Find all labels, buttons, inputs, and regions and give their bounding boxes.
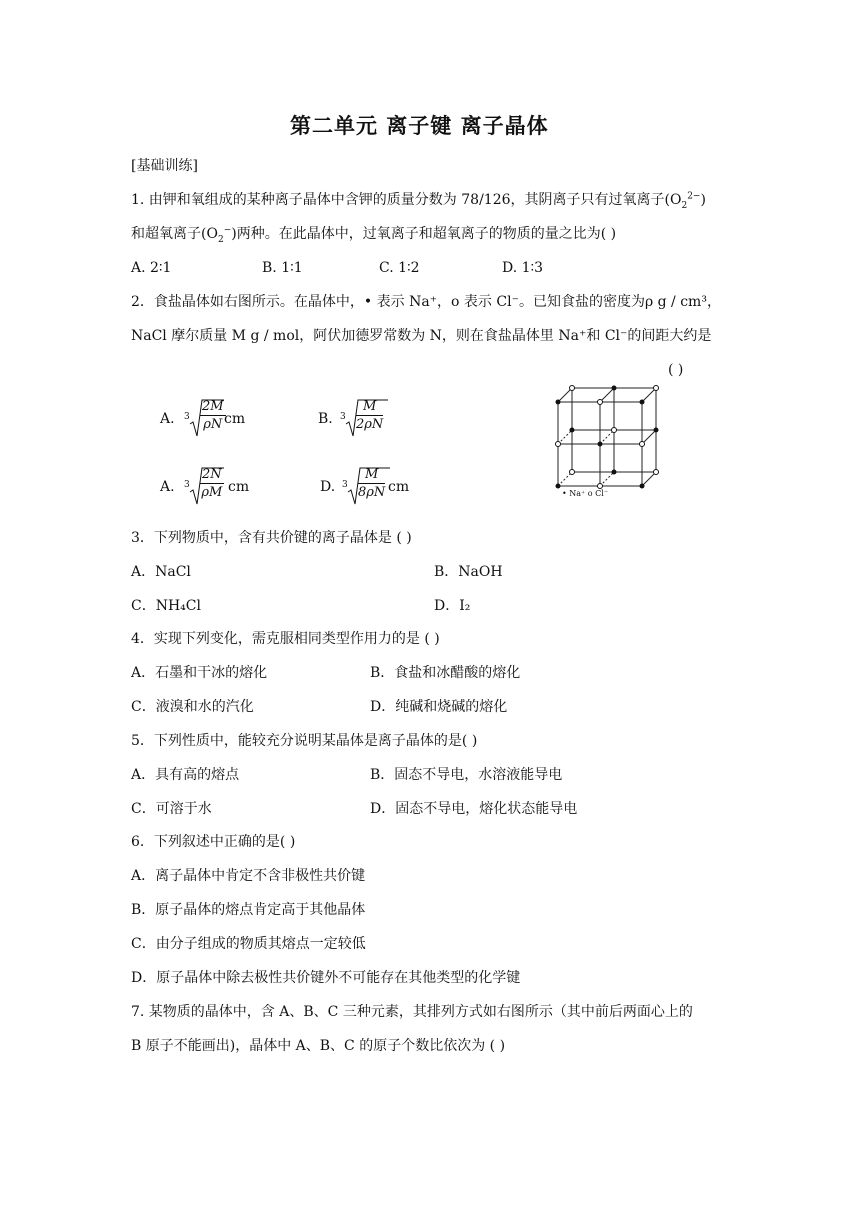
q7-line1: 7. 某物质的晶体中，含 A、B、C 三种元素，其排列方式如右图所示（其中前后两面心上的 [131, 1004, 693, 1020]
q2-option-d-unit: cm [388, 479, 410, 495]
q2-option-a1-unit: cm [224, 411, 246, 427]
q1-option-d[interactable]: D. 1∶3 [502, 260, 544, 276]
q3-option-d[interactable]: D．I₂ [434, 598, 471, 614]
numerator: M [356, 398, 383, 416]
q6-stem: 6．下列叙述中正确的是( ) [131, 834, 296, 850]
q4-option-c[interactable]: C．液溴和水的汽化 [131, 699, 254, 715]
q5-option-c[interactable]: C．可溶于水 [131, 801, 212, 817]
q6-option-a[interactable]: A．离子晶体中肯定不含非极性共价键 [131, 868, 366, 884]
q1-option-a[interactable]: A. 2∶1 [131, 260, 172, 276]
section-label: [基础训练] [131, 158, 198, 174]
q2-option-b-label[interactable]: B. [318, 411, 333, 427]
q4-option-d[interactable]: D．纯碱和烧碱的熔化 [370, 699, 508, 715]
radical-index: 3 [184, 480, 190, 490]
q6-option-b[interactable]: B．原子晶体的熔点肯定高于其他晶体 [131, 902, 366, 918]
q2-option-a2-radical[interactable] [184, 466, 224, 506]
q4-stem: 4．实现下列变化，需克服相同类型作用力的是 ( ) [131, 631, 440, 647]
q3-stem: 3．下列物质中，含有共价键的离子晶体是 ( ) [131, 530, 412, 546]
q2-option-d-radical[interactable] [342, 466, 388, 506]
denominator: ρN [203, 417, 223, 432]
q2-answer-paren: ( ) [668, 362, 684, 378]
q2-line1: 2．食盐晶体如右图所示。在晶体中，• 表示 Na⁺，o 表示 Cl⁻。已知食盐的密度为ρ g / cm³， [131, 294, 721, 310]
radical-index: 3 [342, 480, 348, 490]
q2-line2: NaCl 摩尔质量 M g / mol，阿伏加德罗常数为 N，则在食盐晶体里 Na⁺和 Cl⁻的间距大约是 [131, 328, 712, 344]
radical-index: 3 [340, 412, 346, 422]
q5-stem: 5．下列性质中，能较充分说明某晶体是离子晶体的是( ) [131, 733, 478, 749]
q5-option-d[interactable]: D．固态不导电，熔化状态能导电 [370, 801, 578, 817]
q3-option-a[interactable]: A．NaCl [131, 564, 191, 580]
q5-option-a[interactable]: A．具有高的熔点 [131, 767, 240, 783]
denominator: 2ρN [356, 417, 384, 432]
q6-option-d[interactable]: D．原子晶体中除去极性共价键外不可能存在其他类型的化学键 [131, 970, 521, 986]
radical-index: 3 [184, 412, 190, 422]
q1-line2: 和超氧离子$(O_2^-)$两种。在此晶体中，过氧离子和超氧离子的物质的量之比为( ) [131, 225, 617, 245]
numerator: 2M [202, 399, 224, 414]
q2-option-b-radical[interactable] [340, 398, 386, 438]
figure-legend: • Na⁺ o Cl⁻ [562, 489, 609, 498]
q2-option-a1-radical[interactable] [184, 398, 224, 438]
q1-option-b[interactable]: B. 1∶1 [262, 260, 303, 276]
fraction [200, 398, 226, 433]
q3-option-b[interactable]: B．NaOH [434, 564, 503, 580]
fraction [358, 466, 385, 501]
page-title: 第二单元 离子键 离子晶体 [290, 114, 549, 138]
numerator: M [358, 466, 385, 484]
q2-option-a1-label[interactable]: A. [160, 411, 175, 427]
q5-option-b[interactable]: B．固态不导电，水溶液能导电 [370, 767, 563, 783]
q3-option-c[interactable]: C．NH₄Cl [131, 598, 201, 614]
denominator: ρM [201, 485, 223, 500]
q6-option-c[interactable]: C．由分子组成的物质其熔点一定较低 [131, 936, 366, 952]
q4-option-b[interactable]: B．食盐和冰醋酸的熔化 [370, 665, 521, 681]
q2-option-d-label[interactable]: D. [320, 479, 336, 495]
denominator: 8ρN [358, 485, 386, 500]
q1-option-c[interactable]: C. 1∶2 [379, 260, 420, 276]
q2-option-a2-label[interactable]: A. [160, 479, 175, 495]
numerator: 2N [202, 467, 222, 482]
q1-line1: 1. 由钾和氧组成的某种离子晶体中含钾的质量分数为 78/126，其阴离子只有过氧离子$(O_2^{2-})$ [131, 191, 706, 211]
q2-option-a2-unit: cm [228, 479, 250, 495]
q7-line2: B 原子不能画出)，晶体中 A、B、C 的原子个数比依次为 ( ) [131, 1038, 506, 1054]
fraction [200, 466, 224, 501]
q4-option-a[interactable]: A．石墨和干冰的熔化 [131, 665, 268, 681]
fraction [356, 398, 383, 433]
